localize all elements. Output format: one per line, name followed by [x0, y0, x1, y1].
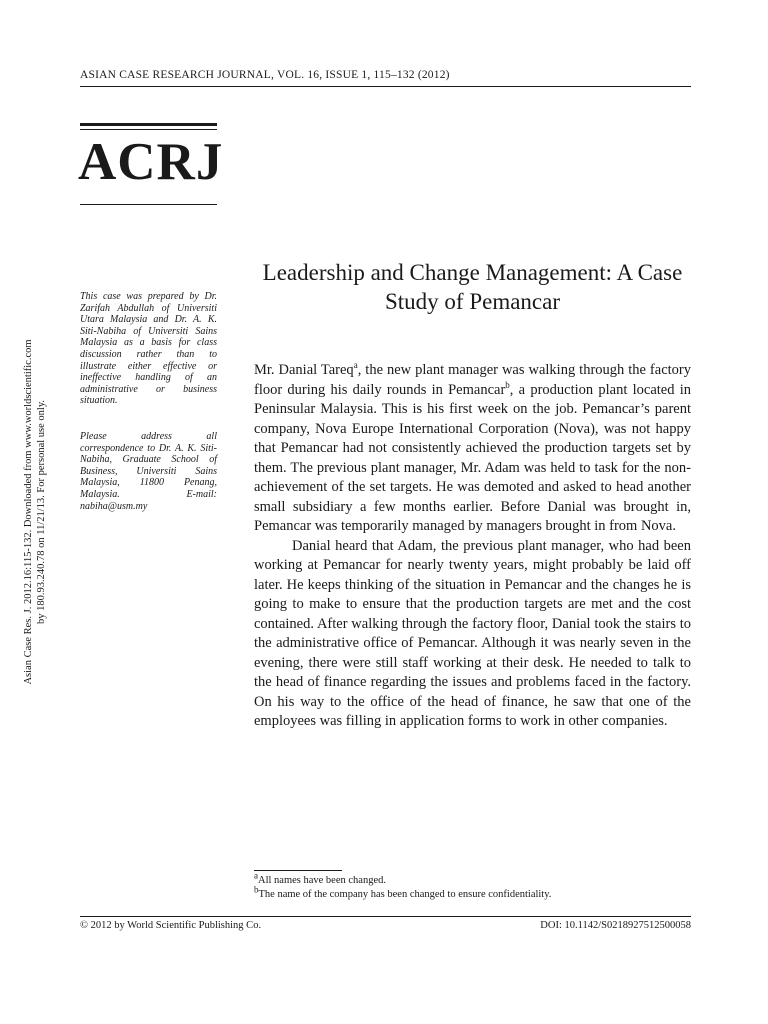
case-preparation-note: This case was prepared by Dr. Zarifah Abdullah of Universiti Utara Malaysia and Dr. A. K. Siti-Nabiha of Universiti Sains Malaysia as a basis for class discussion rather than to illustrate either effective or ineffective handling of an administrative or business situation.: [80, 291, 217, 407]
logo-rule-bottom: [80, 204, 217, 205]
article-title: Leadership and Change Management: A Case Study of Pemancar: [262, 260, 683, 314]
journal-logo: ACRJ: [78, 133, 224, 191]
article-body: [254, 361, 691, 732]
download-notice: [22, 326, 48, 698]
footnote-rule: [254, 870, 342, 871]
paragraph: [254, 361, 691, 537]
footnote-ref: b: [505, 379, 510, 390]
footnotes: [254, 870, 691, 902]
footnote-ref: a: [353, 360, 358, 371]
footer-rule: [80, 916, 691, 917]
download-notice-line: by 180.93.240.78 on 11/21/13. For personal use only.: [36, 399, 47, 625]
doi: DOI: 10.1142/S0218927512500058: [540, 920, 691, 931]
footnote: [254, 870, 691, 888]
text-run: Mr. Danial Tareq: [254, 362, 354, 378]
text-run: , the new plant manager was walking through the factory floor during his daily rounds in Pemancar: [254, 362, 691, 398]
footnote-mark: b: [254, 884, 259, 895]
logo-rule-top-thin: [80, 129, 217, 130]
header-rule: [80, 86, 691, 87]
text-run: , a production plant located in Peninsular Malaysia. This is his first week on the job. Pemancar’s parent company, Nova Europe International Corporation (Nova), was not happy that Pemancar had not consistently achieved the production targets set by them. The previous plant manager, Mr. Adam was held to task for the non-achievement of the set targets. He was demoted and asked to head another small subsidiary a few months earlier. Before Danial was brought in, Pemancar was temporarily managed by managers brought in from Nova.: [254, 381, 691, 534]
footnote-text: The name of the company has been changed to ensure confidentiality.: [258, 889, 552, 900]
download-notice-line: Asian Case Res. J. 2012.16:115-132. Downloaded from www.worldscientific.com: [23, 339, 34, 685]
copyright: © 2012 by World Scientific Publishing Co.: [80, 920, 262, 931]
paragraph: Danial heard that Adam, the previous plant manager, who had been working at Pemancar for nearly twenty years, might probably be laid off later. He keeps thinking of the situation in Pemancar and the changes he is going to make to ensure that the production targets are met and the cost contained. After walking through the factory floor, Danial took the stairs to the administrative office of Pemancar. Although it was nearly seven in the evening, there were still staff working at their desk. He needed to talk to the head of finance regarding the issues and problems faced in the factory. On his way to the office of the head of finance, he saw that one of the employees was filling in application forms to work in other companies.: [254, 537, 691, 729]
running-head: ASIAN CASE RESEARCH JOURNAL, VOL. 16, ISSUE 1, 115–132 (2012): [80, 69, 450, 81]
footnote: [254, 884, 691, 902]
correspondence-note: Please address all correspondence to Dr. A. K. Siti-Nabiha, Graduate School of Business, Universiti Sains Malaysia, 11800 Penang, Malaysia. E-mail: nabiha@usm.my: [80, 431, 217, 512]
footnote-text: All names have been changed.: [258, 875, 386, 886]
footnote-mark: a: [254, 870, 258, 881]
logo-rule-top: [80, 123, 217, 126]
